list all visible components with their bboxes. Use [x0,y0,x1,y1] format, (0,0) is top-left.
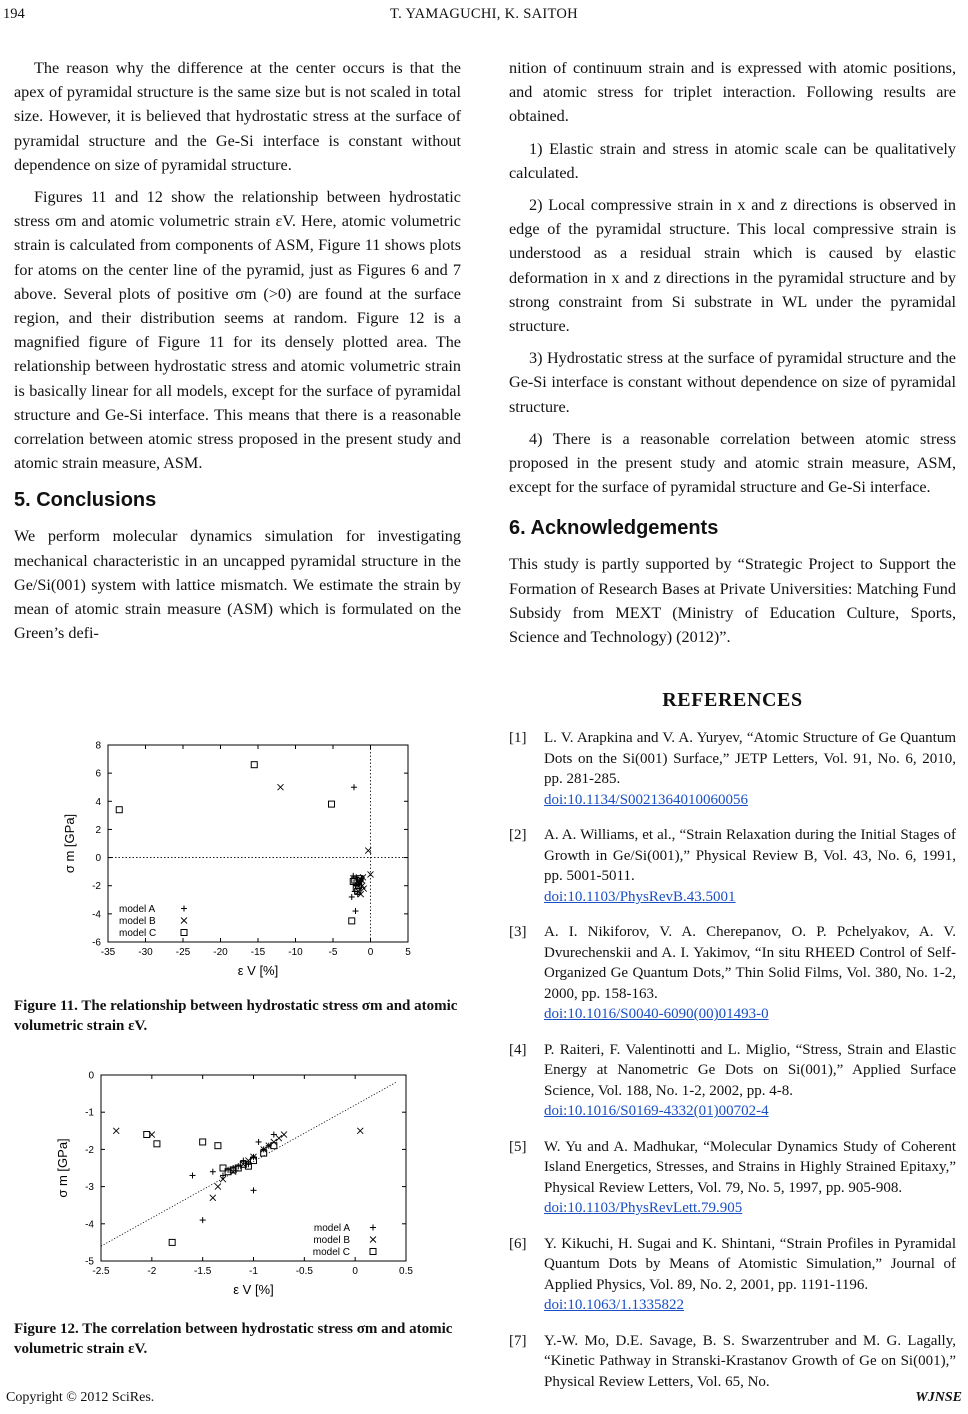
right-column [509,56,956,1407]
reference-item [509,1234,956,1316]
legend-marker [370,1225,376,1231]
legend-marker [181,930,187,936]
conclusion-item-3: 3) Hydrostatic stress at the surface of pyramidal structure and the Ge-Si interface is constant without dependence on size of pyramidal structure. [509,349,956,416]
reference-text: L. V. Arapkina and V. A. Yuryev, “Atomic Structure of Ge Quantum Dots on the Si(001) Surface,” JETP Letters, Vol. 91, No. 6, 2010, pp. 281-285. [544,730,956,788]
legend-label: model B [119,916,156,927]
data-point [357,1128,363,1134]
data-point [353,908,359,914]
right-paragraph-1: nition of continuum strain and is expressed with atomic positions, and atomic stress for triplet interaction. Following results are obtained. [509,59,956,126]
data-point [271,1139,277,1145]
data-point [281,1132,287,1138]
data-point [350,873,356,879]
legend-label: model C [119,928,157,939]
data-point [251,1187,257,1193]
reference-number: [5] [509,1138,527,1155]
data-point [251,762,257,768]
reference-number: [6] [509,1235,527,1252]
reference-item [509,1137,956,1219]
reference-number: [1] [509,730,527,747]
y-tick-label: -1 [85,1107,94,1119]
reference-doi-link[interactable]: doi:10.1103/PhysRevLett.79.905 [544,1200,743,1217]
x-tick-label: -1 [249,1266,258,1277]
left-column [14,56,461,653]
x-tick-label: -2.5 [92,1266,110,1277]
data-point [210,1169,216,1175]
data-point [215,1184,221,1190]
y-tick-label: -6 [92,937,101,949]
legend-marker [370,1237,376,1243]
reference-item [509,922,956,1025]
legend [119,904,187,939]
reference-doi-link[interactable]: doi:10.1063/1.1335822 [544,1297,685,1314]
y-axis-label: σ m [GPa] [62,813,77,874]
section-6-text: This study is partly supported by “Strategic Project to Support the Formation of Research Bases at Private Universities: Matching Fund Subsidy from MEXT (Ministry of Education Culture, Sports, Science and Technology) (2012)”. [509,555,956,647]
y-tick-label: 6 [95,768,101,780]
reference-number: [3] [509,924,527,941]
reference-text: Y. Kikuchi, H. Sugai and K. Shintani, “Strain Profiles in Pyramidal Quantum Dots by Means of Atomistic Simulation,” Journal of Applied Physics, Vol. 89, No. 2, 2001, pp. 1191-1196. [544,1235,956,1293]
legend-marker [181,918,187,924]
left-paragraph-2: Figures 11 and 12 show the relationship between hydrostatic stress σm and atomic volumetric strain εV. Here, atomic volumetric strain is calculated from components of ASM, Figure 11 shows plots for atoms on the center line of the pyramid, just as Figures 6 and 7 above. Several plots of positive σm (>0) are found at the surface region, and their distribution seems at random. Figure 12 is a magnified figure of Figure 11 for its densely plotted area. The relationship between hydrostatic stress and atomic volumetric strain is basically linear for all models, except for the surface of pyramidal structure and Ge-Si interface. This means that there is a reasonable correlation between atomic stress proposed in the present study and atomic strain measure, ASM. [14,188,461,473]
reference-number: [2] [509,827,527,844]
y-tick-label: -3 [85,1182,94,1194]
data-point [276,1135,282,1141]
x-tick-label: -20 [213,947,228,958]
reference-text: Y.-W. Mo, D.E. Savage, B. S. Swarzentruber and M. G. Lagally, “Kinetic Pathway in Stranski-Krastanov Growth of Ge on Si(001),” Physical Review Letters, Vol. 65, No. [544,1332,956,1390]
figure-11-chart [14,733,461,989]
reference-item [509,825,956,907]
conclusion-item-1: 1) Elastic strain and stress in atomic scale can be qualitatively calculated. [509,139,956,182]
reference-number: [7] [509,1332,527,1349]
x-tick-label: -5 [328,947,338,958]
y-tick-label: -5 [85,1256,94,1268]
legend-label: model C [312,1247,350,1258]
figure-11-caption: Figure 11. The relationship between hydrostatic stress σm and atomic volumetric strain εV. [14,998,458,1034]
x-tick-label: 0 [352,1266,358,1277]
x-tick-label: 5 [405,947,411,958]
x-tick-label: -30 [138,947,153,958]
data-point [169,1239,175,1245]
running-authors: T. YAMAGUCHI, K. SAITOH [390,6,578,22]
figure-12-chart [14,1057,461,1315]
section-6-heading: 6. Acknowledgements [509,517,719,540]
copyright: Copyright © 2012 SciRes. [6,1390,155,1405]
y-tick-label: -4 [92,909,101,921]
legend-label: model A [119,904,156,915]
reference-item [509,1040,956,1122]
conclusion-item-2: 2) Local compressive strain in x and z directions is observed in edge of the pyramidal structure. This local compressive strain is understood as a residual strain which is caused by elastic deformation in x and z directions in the pyramidal structure and by strong constraint from Si substrate in WL under the pyramidal structure. [509,196,956,336]
data-point [144,1132,150,1138]
section-5-heading: 5. Conclusions [14,489,157,512]
data-point [200,1139,206,1145]
reference-doi-link[interactable]: doi:10.1016/S0169-4332(01)00702-4 [544,1103,769,1120]
legend-label: model B [313,1235,350,1246]
left-paragraph-1: The reason why the difference at the center occurs is that the apex of pyramidal structure is the same size but is not scaled in total size. However, it is believed that hydrostatic stress at the surface of pyramidal structure and the Ge-Si interface is constant without dependence on size of pyramidal structure. [14,59,461,174]
reference-list [509,728,956,1392]
y-tick-label: 2 [95,824,101,836]
y-tick-label: 0 [95,853,101,865]
section-5-text: We perform molecular dynamics simulation for investigating mechanical characteristic in an uncapped pyramidal structure in the Ge/Si(001) system with lattice mismatch. We estimate the strain by mean of atomic strain measure (ASM) which is formulated on the Green’s defi- [14,527,461,643]
legend-marker [370,1249,376,1255]
conclusion-item-4: 4) There is a reasonable correlation between atomic stress proposed in the present study and atomic strain measure, ASM, except for the surface of pyramidal structure and Ge-Si interface. [509,429,956,497]
legend-label: model A [313,1223,350,1234]
reference-text: W. Yu and A. Madhukar, “Molecular Dynamics Study of Coherent Island Energetics, Stresses, and Strains in Highly Strained Epitaxy,” Physical Review Letters, Vol. 79, No. 5, 1997, pp. 905-908. [544,1138,956,1196]
data-point [154,1141,160,1147]
reference-text: P. Raiteri, F. Valentinotti and L. Miglio, “Stress, Strain and Elastic Energy at Nanometric Ge Dots on Si(001),” Applied Surface Science, Vol. 188, No. 1-2, 2002, pp. 4-8. [544,1041,956,1099]
x-tick-label: -1.5 [194,1266,212,1277]
x-tick-label: -10 [288,947,303,958]
x-tick-label: 0.5 [399,1266,413,1277]
plot-frame [101,1075,406,1261]
x-axis-label: ε V [%] [237,963,279,978]
data-point [349,894,355,900]
data-point [190,1172,196,1178]
x-tick-label: -15 [250,947,266,958]
y-tick-label: 0 [88,1070,94,1082]
y-tick-label: -4 [85,1219,94,1231]
y-tick-label: 4 [95,796,101,808]
data-point [215,1143,221,1149]
references-heading: REFERENCES [662,689,803,712]
figure-12-caption: Figure 12. The correlation between hydrostatic stress σm and atomic volumetric strain εV. [14,1321,453,1357]
data-point [271,1132,277,1138]
reference-text: A. A. Williams, et al., “Strain Relaxation during the Initial Stages of Growth in Ge/Si(001),” Physical Review B, Vol. 43, No. 6, 1991, pp. 5001-5011. [544,827,956,885]
data-point [349,918,355,924]
x-tick-label: -0.5 [295,1266,313,1277]
data-point [113,1128,119,1134]
reference-doi-link[interactable]: doi:10.1016/S0040-6090(00)01493-0 [544,1006,769,1023]
reference-item [509,1331,956,1393]
journal-name: WJNSE [915,1390,962,1405]
data-point [116,807,122,813]
reference-doi-link[interactable]: doi:10.1103/PhysRevB.43.5001 [544,888,736,905]
legend [313,1223,376,1258]
legend-marker [181,906,187,912]
page-number: 194 [3,6,25,22]
data-point [210,1195,216,1201]
y-tick-label: -2 [92,881,101,893]
x-tick-label: 0 [367,947,374,958]
data-point [351,784,357,790]
running-header [0,6,968,28]
data-point [329,801,335,807]
x-axis-label: ε V [%] [233,1282,274,1297]
y-tick-label: 8 [95,740,101,752]
reference-item [509,728,956,810]
x-tick-label: -25 [175,947,191,958]
y-axis-label: σ m [GPa] [55,1138,70,1198]
reference-number: [4] [509,1041,527,1058]
reference-text: A. I. Nikiforov, V. A. Cherepanov, O. P. Pchelyakov, A. V. Dvurechenskii and A. I. Yakimov, “In situ RHEED Control of Self-Organized Ge Quantum Dots,” Thin Solid Films, Vol. 380, No. 1-2, 2000, pp. 158-163. [544,924,956,1002]
data-point [256,1139,262,1145]
x-tick-label: -35 [100,947,116,958]
y-tick-label: -2 [85,1144,94,1156]
x-tick-label: -2 [147,1266,157,1277]
data-point [200,1217,206,1223]
data-points [116,762,373,924]
data-point [278,784,284,790]
reference-doi-link[interactable]: doi:10.1134/S0021364010060056 [544,791,749,808]
